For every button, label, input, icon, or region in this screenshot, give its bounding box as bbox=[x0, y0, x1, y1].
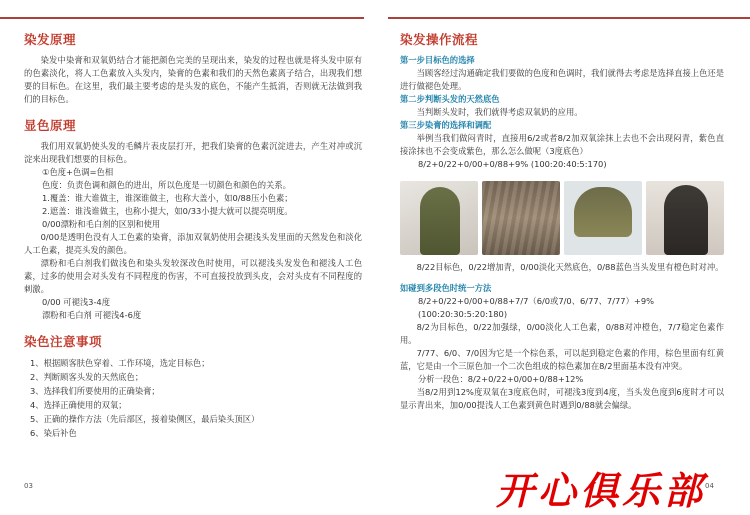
page-number: 03 bbox=[24, 482, 33, 490]
top-rule-right bbox=[388, 17, 750, 19]
section-title: 显色原理 bbox=[24, 118, 77, 133]
text-line: 1.覆盖：谁大谁做主，谁深谁做主，也称大盖小，如0/88压小色素； bbox=[42, 193, 293, 203]
list-item: 2、判断顾客头发的天然底色； bbox=[30, 372, 144, 382]
step-heading: 第二步判断头发的天然底色 bbox=[400, 94, 500, 104]
page-number: 04 bbox=[705, 482, 714, 490]
section-paragraph: 染发中染膏和双氧奶结合才能把颜色完美的呈现出来，染发的过程也就是将头发中原有的色素淡化，将人工色素放入头发内，染膏的色素和我们的天然色素离子结合，出现我们想要的目标色。在这里，我们最主要考虑的是头发的底色，不能产生抵消，否则就无法做到我们的目标色。 bbox=[24, 55, 362, 104]
text-line: ①色度+色调=色相 bbox=[42, 167, 114, 177]
text-line: 漂粉和毛白剂 可褪浅4-6度 bbox=[42, 310, 142, 320]
top-rule-left bbox=[0, 17, 364, 19]
section-paragraph: 我们用双氧奶使头发的毛鳞片表皮层打开，把我们染膏的色素沉淀进去，产生对冲或沉淀来出现我们想要的目标色。 bbox=[24, 141, 362, 164]
section-dye-notes bbox=[24, 332, 362, 440]
photo-caption: 8/22目标色，0/22增加青，0/00淡化天然底色，0/88蓝色当头发里有橙色时对冲。 bbox=[416, 262, 724, 272]
step-text: 当判断头发时，我们就得考虑双氧奶的应用。 bbox=[416, 107, 583, 117]
list-item: 1、根据顾客肤色穿着、工作环境，选定目标色； bbox=[30, 358, 210, 368]
formula-line: 8/2+0/22+0/00+0/88+7/7（6/0或7/0、6/77、7/77）+9% bbox=[418, 296, 654, 306]
right-page bbox=[400, 30, 724, 412]
watermark: 开心俱乐部 bbox=[496, 468, 707, 513]
text-paragraph: 漂粉和毛白剂我们做浅色和染头发较深改色时使用，可以褪浅头发发色和褪浅人工色素，过多的使用会对头发有不同程度的伤害，不可直接投放到头皮，会对头皮有不同程度的刺激。 bbox=[24, 258, 362, 294]
list-item: 6、染后补色 bbox=[30, 428, 77, 438]
section-title: 染色注意事项 bbox=[24, 334, 103, 349]
section-dye-principle bbox=[24, 30, 362, 106]
section-title: 染发操作流程 bbox=[400, 32, 479, 47]
text-line: 0/00 可褪浅3-4度 bbox=[42, 297, 111, 307]
hair-photo bbox=[646, 181, 724, 255]
left-page bbox=[24, 30, 362, 450]
step-heading: 第三步染膏的选择和调配 bbox=[400, 120, 492, 130]
list-item: 4、选择正确使用的双氧； bbox=[30, 400, 127, 410]
text-paragraph: 0/00是透明色没有人工色素的染膏，添加双氧奶使用会褪浅头发里面的天然发色和淡化人工色素，提亮头发的颜色。 bbox=[24, 232, 362, 255]
section-color-principle bbox=[24, 116, 362, 322]
formula-line: 分析一段色：8/2+0/22+0/00+0/88+12% bbox=[418, 374, 584, 384]
hair-photo-row bbox=[400, 181, 724, 255]
list-item: 5、正确的操作方法（先后部区，接着染侧区，最后染头顶区） bbox=[30, 414, 260, 424]
step-heading: 第一步目标色的选择 bbox=[400, 55, 475, 65]
section-title: 染发原理 bbox=[24, 32, 77, 47]
text-paragraph: 8/2为目标色，0/22加强绿，0/00淡化人工色素，0/88对冲橙色，7/7稳定色素作用。 bbox=[400, 322, 724, 345]
formula-line: (100:20:30:5:20:180) bbox=[418, 309, 508, 319]
text-paragraph: 7/77、6/0、7/0因为它是一个棕色系，可以起到稳定色素的作用，棕色里面有红黄蓝，它是由一个三原色加一个二次色组成的棕色素加在8/2里面基本没有冲突。 bbox=[400, 348, 724, 371]
text-line: 色度：负责色调和颜色的进出，所以色度是一切颜色和颜色的关系。 bbox=[42, 180, 291, 190]
text-line: 0/00漂粉和毛白剂的区别和使用 bbox=[42, 219, 161, 229]
hair-photo bbox=[564, 181, 642, 255]
step-heading: 如碰到多段色时统一方法 bbox=[400, 283, 492, 293]
hair-photo bbox=[400, 181, 478, 255]
list-item: 3、选择我们所要使用的正确染膏； bbox=[30, 386, 160, 396]
step-text: 举例当我们做闷青时，直接用6/2或者8/2加双氧涂抹上去也不会出现闷青，紫色直接涂抹也不会变成紫色，那么怎么做呢（3度底色） bbox=[400, 133, 724, 156]
hair-photo bbox=[482, 181, 560, 255]
step-text: 当顾客经过沟通确定我们要做的色度和色调时，我们就得去考虑是选择直接上色还是进行做褪色处理。 bbox=[400, 68, 724, 91]
text-line: 2.遮盖：谁浅谁做主，也称小提大，如0/33小提大就可以提亮明度。 bbox=[42, 206, 293, 216]
formula-line: 8/2+0/22+0/00+0/88+9% (100:20:40:5:170) bbox=[418, 159, 607, 169]
text-paragraph: 当8/2用到12%度双氧在3度底色时，可褪浅3度到4度，当头发色度到6度时才可以显示青出来，加0/00提浅人工色素到黄色时遇到0/88就会偏绿。 bbox=[400, 387, 724, 410]
